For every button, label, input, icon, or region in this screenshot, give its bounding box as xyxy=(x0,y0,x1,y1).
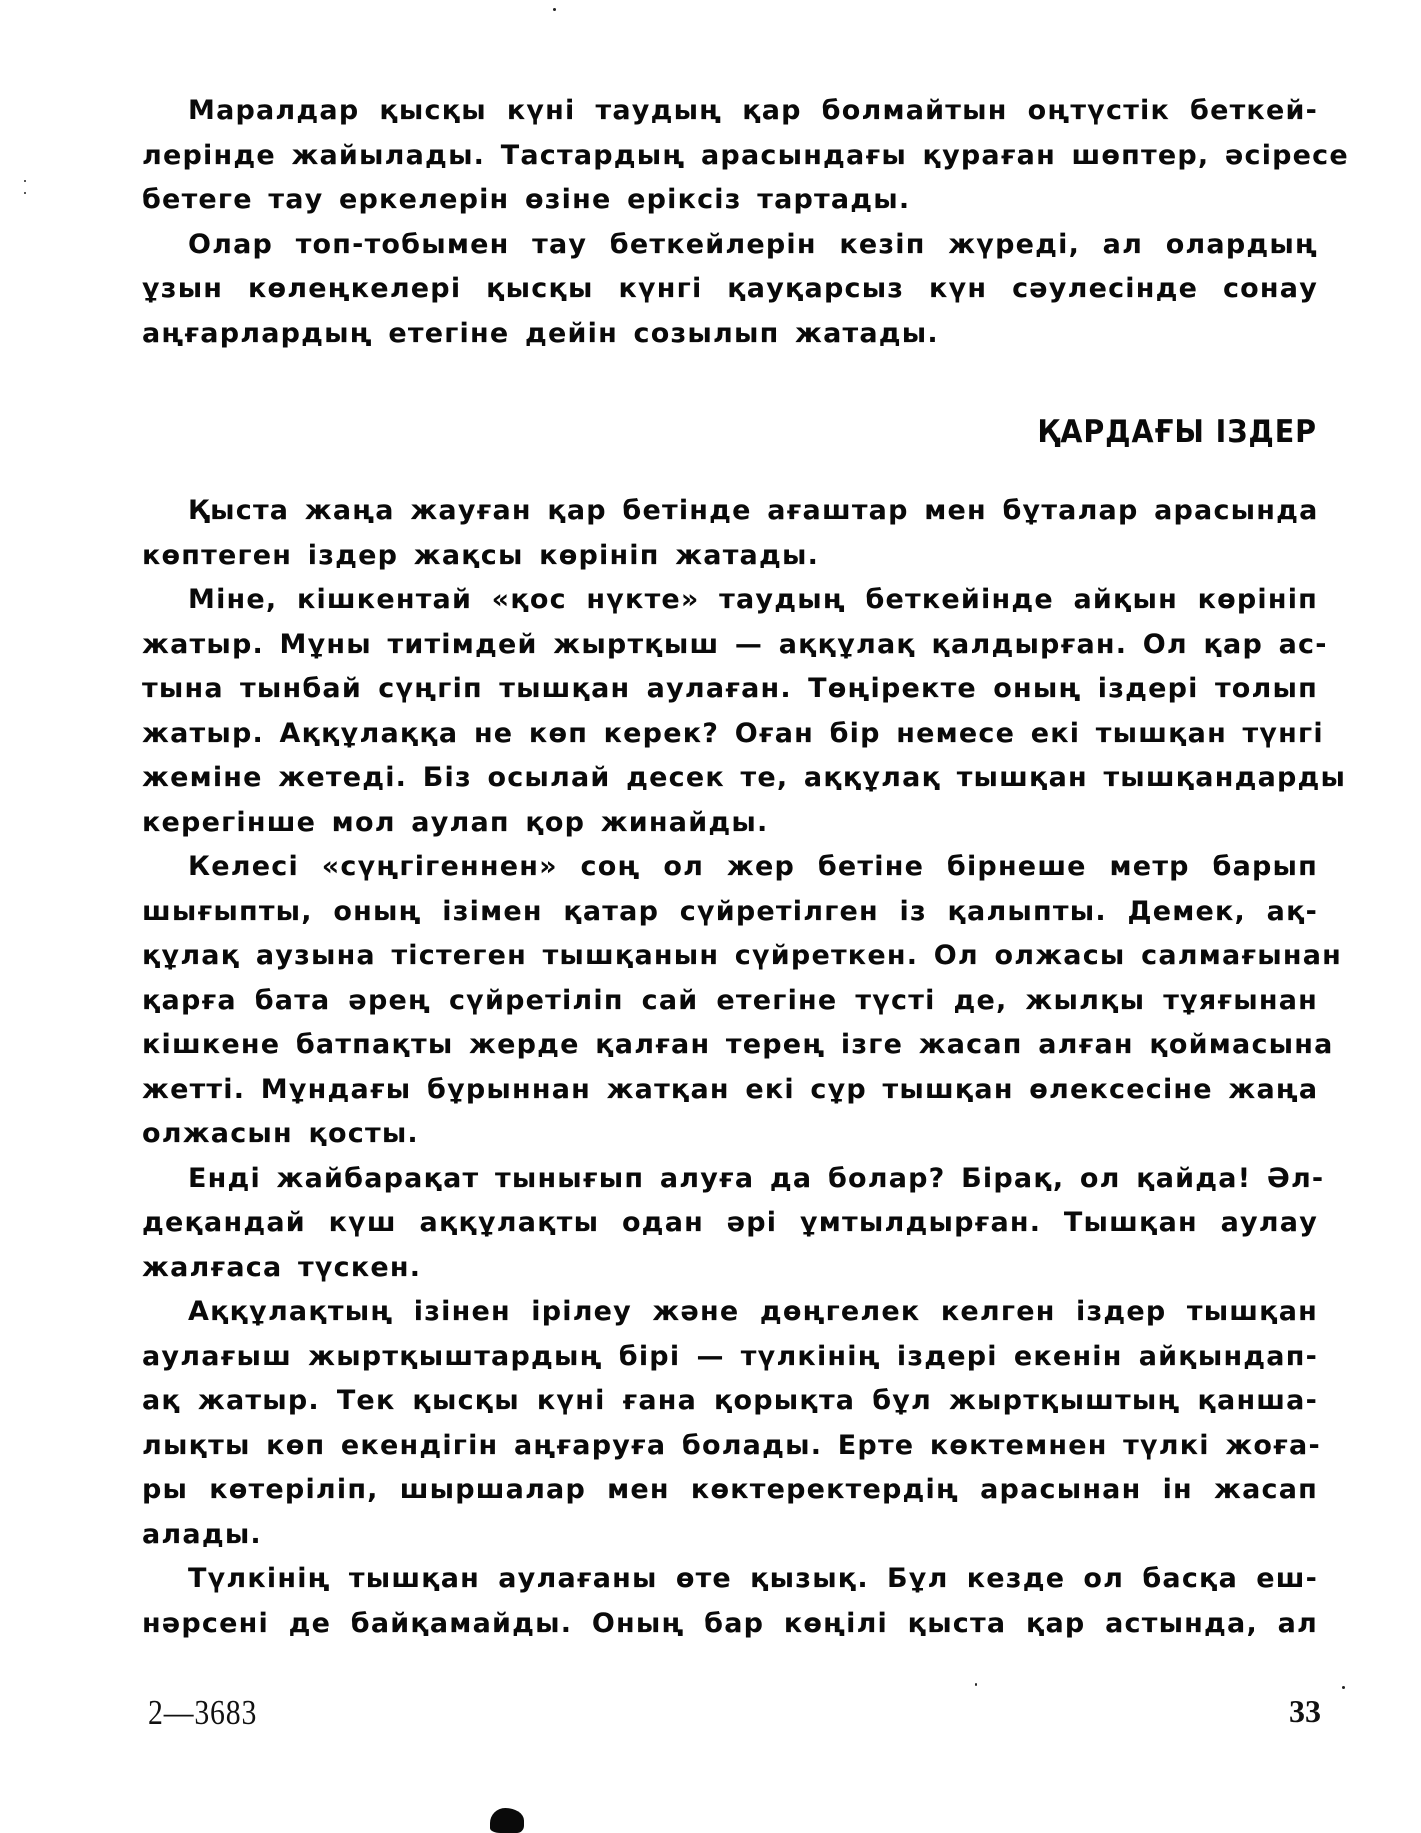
text-line: Маралдар қысқы күні таудың қар болмайтын оңтүстік беткей- xyxy=(188,95,1318,126)
text-line: ақ жатыр. Тек қысқы күні ғана қорықта бұл жыртқыштың қанша- xyxy=(142,1385,1318,1416)
text-line: алады. xyxy=(142,1518,262,1550)
paragraph xyxy=(142,223,1318,357)
paragraph xyxy=(142,1157,1325,1291)
paragraph xyxy=(142,1557,1318,1646)
text-line: керегінше мол аулап қор жинайды. xyxy=(142,806,769,838)
text-line: жатыр. Аққұлаққа не көп керек? Оған бір немесе екі тышқан түнгі xyxy=(142,717,1324,749)
text-line: Келесі «сүңгігеннен» соң ол жер бетіне бірнеше метр барып xyxy=(188,851,1318,882)
page-number: 33 xyxy=(1289,1693,1321,1729)
text-line: қарға бата әрең сүйретіліп сай етегіне түсті де, жылқы тұяғынан xyxy=(142,984,1318,1016)
scan-speck xyxy=(24,192,26,194)
section-heading: ҚАРДАҒЫ ІЗДЕР xyxy=(1037,414,1317,450)
text-line: аңғарлардың етегіне дейін созылып жатады. xyxy=(142,317,939,349)
text-line: Түлкінің тышқан аулағаны өте қызық. Бұл кезде ол басқа еш- xyxy=(188,1563,1318,1594)
text-line: жатыр. Мұны титімдей жыртқыш — аққұлақ қалдырған. Ол қар ас- xyxy=(142,628,1328,660)
text-line: нәрсені де байқамайды. Оның бар көңілі қыста қар астында, ал xyxy=(142,1607,1318,1639)
text-line: Қыста жаңа жауған қар бетінде ағаштар мен бұталар арасында xyxy=(188,495,1319,526)
text-line: лерінде жайылады. Тастардың арасындағы қураған шөптер, әсіресе xyxy=(142,139,1349,171)
text-line: бетеге тау еркелерін өзіне еріксіз тартады. xyxy=(142,184,911,215)
printer-signature-mark: 2—3683 xyxy=(148,1693,258,1732)
text-line: құлақ аузына тістеген тышқанын сүйреткен. Ол олжасы салмағынан xyxy=(142,940,1343,971)
text-line: Міне, кішкентай «қос нүкте» таудың беткейінде айқын көрініп xyxy=(188,584,1318,615)
scan-speck xyxy=(975,1683,977,1686)
top-text-block xyxy=(142,89,1349,356)
text-line: көптеген іздер жақсы көрініп жатады. xyxy=(142,539,820,571)
paragraph xyxy=(142,578,1347,845)
text-line: Аққұлақтың ізінен ірілеу және дөңгелек келген іздер тышқан xyxy=(188,1296,1318,1327)
text-line: ұзын көлеңкелері қысқы күнгі қауқарсыз күн сәулесінде сонау xyxy=(142,273,1318,304)
scan-speck xyxy=(24,180,26,182)
text-line: жеміне жетеді. Біз осылай десек те, аққұлақ тышқан тышқандарды xyxy=(142,762,1347,793)
text-line: Енді жайбарақат тынығып алуға да болар? Бірақ, ол қайда! Әл- xyxy=(188,1162,1325,1194)
scan-speck xyxy=(1342,1686,1345,1689)
ink-blot xyxy=(490,1808,524,1833)
text-line: Олар топ-тобымен тау беткейлерін кезіп жүреді, ал олардың xyxy=(188,228,1318,260)
text-line: олжасын қосты. xyxy=(142,1118,419,1149)
paragraph xyxy=(142,89,1349,223)
text-line: деқандай күш аққұлақты одан әрі ұмтылдырған. Тышқан аулау xyxy=(142,1207,1318,1238)
text-line: аулағыш жыртқыштардың бірі — түлкінің іздері екенін айқындап- xyxy=(142,1340,1318,1372)
text-line: жетті. Мұндағы бұрыннан жатқан екі сұр тышқан өлексесіне жаңа xyxy=(142,1073,1319,1105)
text-line: тына тынбай сүңгіп тышқан аулаған. Төңіректе оның іздері толып xyxy=(142,673,1318,704)
section-body xyxy=(142,489,1347,1646)
text-line: кішкене батпақты жерде қалған терең ізге жасап алған қоймасына xyxy=(142,1029,1334,1060)
text-line: шығыпты, оның ізімен қатар сүйретілген із қалыпты. Демек, ақ- xyxy=(142,895,1318,927)
paragraph xyxy=(142,489,1318,578)
scan-speck xyxy=(553,8,556,11)
text-line: ры көтеріліп, шыршалар мен көктеректердің арасынан ін жасап xyxy=(142,1474,1318,1505)
paragraph xyxy=(142,1290,1321,1557)
text-line: жалғаса түскен. xyxy=(142,1251,422,1283)
text-line: лықты көп екендігін аңғаруға болады. Ерте көктемнен түлкі жоға- xyxy=(142,1429,1321,1461)
paragraph xyxy=(142,845,1343,1157)
